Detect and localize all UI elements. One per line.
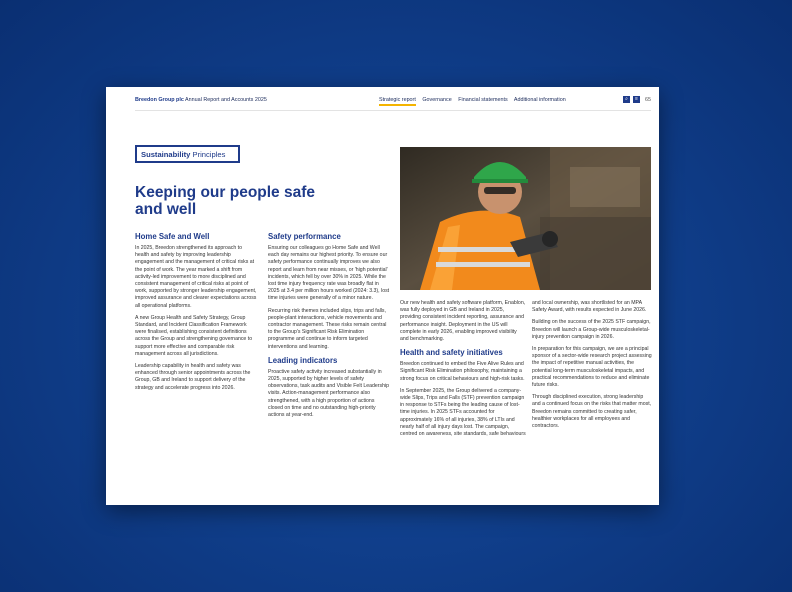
paragraph: Recurring risk themes included slips, trips and falls, people-plant interactions, vehicle movements and contractor management. These risks remain central to the Group's Significant Risk Elimination programme and continue to inform targeted interventions and learning. [268, 307, 387, 350]
badge-rest: Principles [192, 150, 226, 159]
paragraph: and local ownership, was shortlisted for an MPA Safety Award, with results expected in June 2026. [532, 300, 647, 314]
report-subtitle: Annual Report and Accounts 2025 [185, 97, 267, 103]
paragraph: In preparation for this campaign, we are a principal sponsor of a sector-wide research project assessing the impact of repetitive manual activities, the potential long-term musculoskeletal impacts, and practical recommendations to reduce and eliminate future risks. [532, 346, 652, 389]
paragraph: Proactive safety activity increased substantially in 2025, supported by higher levels of safety observations, task audits and Visible Felt Leadership visits. Action-management performance also strengthened, with a high proportion of actions closed on time and no outstanding high-priority actions at year-end. [268, 368, 390, 419]
page-title: Keeping our people safe and well [135, 184, 316, 218]
badge-strong: Sustainability [141, 150, 191, 159]
heading-home-safe: Home Safe and Well [135, 232, 210, 241]
nav-financial-statements[interactable]: Financial statements [458, 97, 508, 103]
paragraph: In September 2025, the Group delivered a company-wide Slips, Trips and Falls (STF) prevention campaign in response to STFs being the leading cause of lost-time injuries. In 2025 STFs accounted for approximately 16% of all injuries, 38% of LTIs and nearly half of all injury days lost. The campaign, centred on awareness, site standards, safe behaviours [400, 387, 526, 438]
nav-additional-information[interactable]: Additional information [513, 97, 566, 103]
column-1 [135, 232, 257, 397]
brand-name: Breedon Group plc [135, 97, 184, 103]
heading-safety-performance: Safety performance [268, 232, 341, 241]
paragraph: Leadership capability in health and safety was enhanced through senior appointments across the Group, GB and Ireland to support delivery of the strategy and accelerate progress into 2026. [135, 363, 251, 391]
worker-photo [400, 147, 651, 290]
section-badge [135, 145, 240, 163]
column-2 [268, 232, 390, 424]
nav-strategic-report[interactable]: Strategic report [379, 97, 416, 106]
search-icon[interactable]: ⌕ [623, 96, 630, 103]
column-3 [400, 300, 526, 443]
paragraph: In 2025, Breedon strengthened its approach to health and safety by improving leadership engagement and the management of critical risks at the point of work. The year marked a shift from activity-led improvement to more disciplined and consistent management of critical risks at point of work, supported by stronger leadership engagement, improved assurance and clearer expectations across all operational platforms. [135, 245, 257, 309]
paragraph: Ensuring our colleagues go Home Safe and Well each day remains our highest priority. To ensure our safety performance continually improves we also report and learn from near misses, or 'high potential' incidents, which fell by over 30% in 2025. While the lost time injury frequency rate was broadly flat in 2025 at 3.4 per million hours worked (2024: 3.3), lost time injuries were generally of a minor nature. [268, 245, 390, 302]
paragraph: Building on the success of the 2025 STF campaign, Breedon will launch a Group-wide musculoskeletal-injury prevention campaign in 2026. [532, 319, 651, 340]
nav-governance[interactable]: Governance [422, 97, 452, 103]
heading-initiatives: Health and safety initiatives [400, 348, 503, 358]
paragraph: Our new health and safety software platform, Enablon, was fully deployed in GB and Ireland in 2025, providing consistent incident reporting, assurance and performance insight. Deployment in the US will complete in early 2026, enabling improved visibility and benchmarking. [400, 300, 526, 343]
paragraph: Breedon continued to embed the Five Alive Rules and Significant Risk Elimination philosophy, maintaining a strong focus on critical behaviours and high-risk tasks. [400, 361, 525, 382]
page-number: 65 [645, 96, 651, 103]
section-nav [379, 97, 571, 103]
report-page [106, 87, 659, 505]
heading-leading-indicators: Leading indicators [268, 355, 338, 365]
page-header [135, 97, 651, 109]
header-divider [135, 110, 651, 111]
paragraph: A new Group Health and Safety Strategy, Group Standard, and Incident Classification Framework were finalised, establishing consistent definitions across the Group and strengthening governance to support more effective and comparable risk management across all jurisdictions. [135, 314, 253, 357]
menu-icon[interactable]: ≡ [633, 96, 640, 103]
paragraph: Through disciplined execution, strong leadership and a continued focus on the risks that matter most, Breedon remains committed to creating safer, healthier workplaces for all employees and contractors. [532, 394, 652, 430]
column-4 [532, 300, 652, 435]
worker-photo-illustration [400, 147, 651, 290]
